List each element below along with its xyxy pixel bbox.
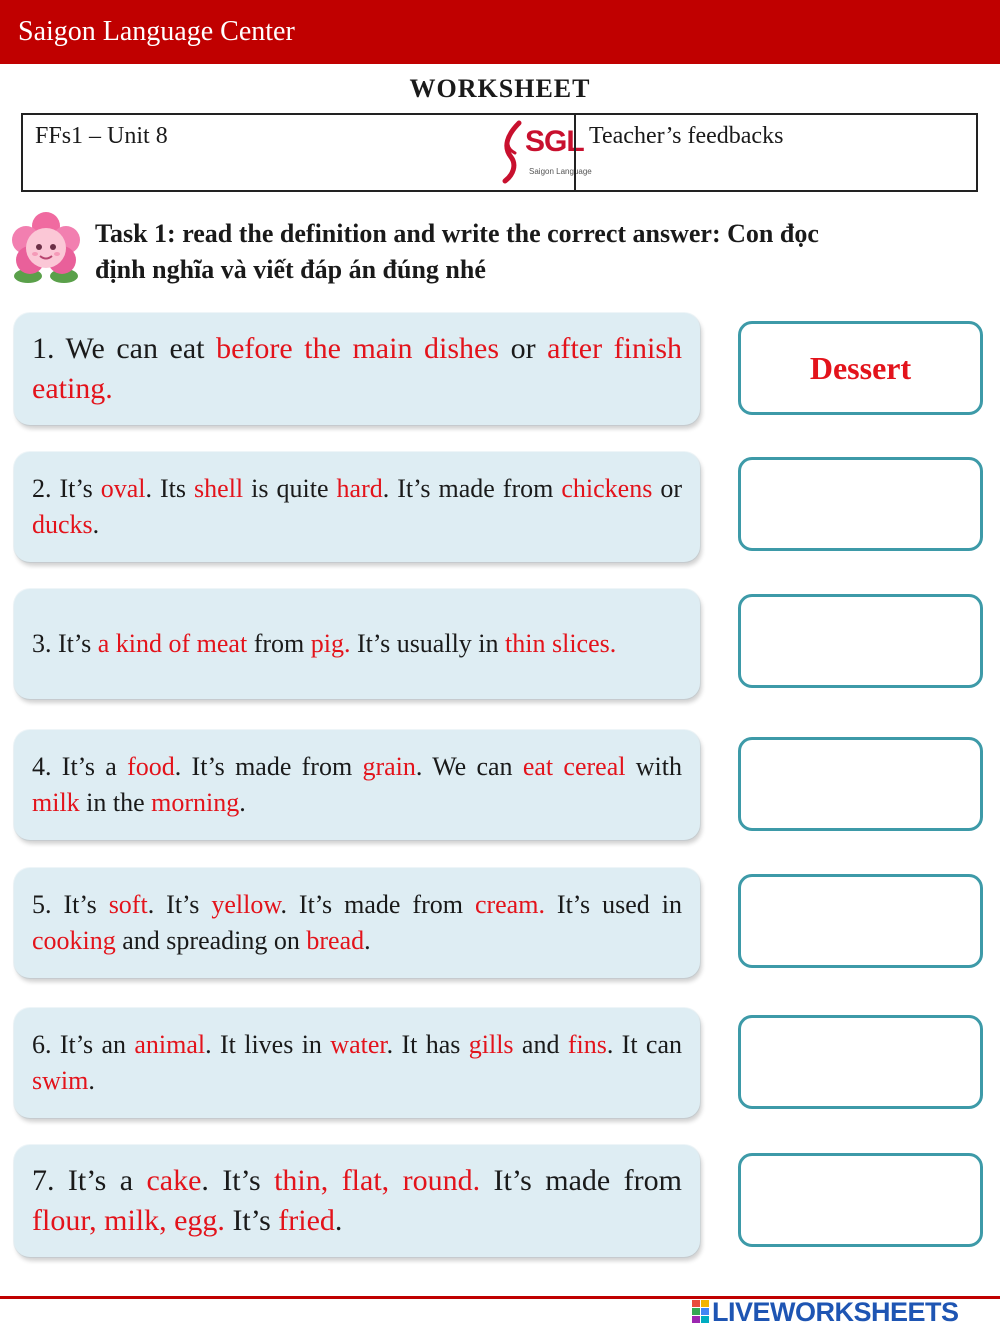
unit-label: FFs1 – Unit 8: [35, 123, 168, 149]
question-fragment: . It’s made from: [280, 890, 475, 919]
question-fragment: is quite: [243, 474, 337, 503]
table-divider: [574, 115, 576, 190]
keyword-highlight: food: [127, 752, 175, 781]
liveworksheets-logo-icon: [692, 1297, 959, 1327]
header-bar: [0, 0, 1000, 64]
question-fragment: It’s: [224, 1204, 279, 1237]
keyword-highlight: cooking: [32, 926, 116, 955]
keyword-highlight: thin, flat, round.: [274, 1164, 481, 1197]
task-instruction: [95, 216, 975, 288]
question-fragment: with: [625, 752, 682, 781]
keyword-highlight: before the main dishes: [216, 332, 500, 365]
question-fragment: from: [247, 629, 311, 658]
keyword-highlight: grain: [362, 752, 416, 781]
question-text: [32, 1161, 682, 1241]
info-table: [21, 113, 978, 192]
question-fragment: . It’s: [201, 1164, 275, 1197]
footer-brand: LIVEWORKSHEETS: [712, 1296, 959, 1327]
keyword-highlight: pig.: [310, 629, 351, 658]
keyword-highlight: bread: [306, 926, 365, 955]
question-text: [32, 329, 682, 409]
question-text: [32, 749, 682, 821]
question-fragment: . It’s made from: [174, 752, 363, 781]
question-text: [32, 1027, 682, 1099]
feedback-label: Teacher’s feedbacks: [589, 123, 784, 149]
question-text: [32, 471, 682, 543]
question-fragment: 7. It’s a: [32, 1164, 147, 1197]
answer-box[interactable]: [738, 457, 983, 551]
question-fragment: 1. We can eat: [32, 332, 217, 365]
question-fragment: .: [334, 1204, 343, 1237]
question-fragment: . It can: [606, 1030, 682, 1059]
keyword-highlight: water: [330, 1030, 387, 1059]
answer-box[interactable]: [738, 874, 983, 968]
brand-name: Saigon Language Center: [18, 16, 295, 47]
question-fragment: 6. It’s an: [32, 1030, 135, 1059]
question-fragment: .: [92, 510, 100, 539]
question-fragment: . It’s: [147, 890, 212, 919]
question-fragment: . It lives in: [205, 1030, 331, 1059]
keyword-highlight: chickens: [561, 474, 653, 503]
liveworksheets-mark-icon: [692, 1300, 710, 1324]
answer-box[interactable]: [738, 1153, 983, 1247]
logo-subtext: Saigon Language: [529, 167, 592, 176]
keyword-highlight: cream.: [474, 890, 545, 919]
keyword-highlight: animal: [134, 1030, 206, 1059]
question-fragment: It’s usually in: [350, 629, 506, 658]
question-card: [14, 589, 700, 699]
keyword-highlight: fins: [567, 1030, 607, 1059]
question-fragment: or: [499, 332, 548, 365]
question-card: [14, 730, 700, 840]
answer-box[interactable]: [738, 737, 983, 831]
answer-box[interactable]: [738, 1015, 983, 1109]
answer-box[interactable]: [738, 321, 983, 415]
question-fragment: and spreading on: [115, 926, 307, 955]
question-text: [32, 887, 682, 959]
question-fragment: .: [239, 788, 246, 817]
keyword-highlight: soft: [108, 890, 148, 919]
answer-text: Dessert: [809, 349, 912, 386]
keyword-highlight: after finish eating.: [32, 332, 682, 405]
question-fragment: .: [364, 926, 371, 955]
question-fragment: and: [513, 1030, 568, 1059]
question-card: [14, 452, 700, 562]
question-card: [14, 868, 700, 978]
keyword-highlight: swim: [32, 1066, 89, 1095]
question-fragment: 5. It’s: [32, 890, 109, 919]
question-fragment: It’s used in: [544, 890, 682, 919]
worksheet-title: WORKSHEET: [409, 74, 591, 103]
keyword-highlight: fried: [278, 1204, 335, 1237]
keyword-highlight: ducks: [32, 510, 93, 539]
question-card: [14, 1008, 700, 1118]
task-line-2: định nghĩa và viết đáp án đúng nhé: [95, 255, 486, 284]
question-card: [14, 313, 700, 425]
question-fragment: . We can: [415, 752, 523, 781]
keyword-highlight: thin slices.: [505, 629, 617, 658]
answer-box[interactable]: [738, 594, 983, 688]
keyword-highlight: gills: [468, 1030, 514, 1059]
question-card: [14, 1145, 700, 1257]
keyword-highlight: hard: [336, 474, 383, 503]
keyword-highlight: oval: [100, 474, 146, 503]
question-text: [32, 626, 682, 662]
question-fragment: . Its: [145, 474, 195, 503]
question-fragment: or: [652, 474, 682, 503]
question-fragment: 3. It’s: [32, 629, 98, 658]
question-fragment: .: [88, 1066, 95, 1095]
question-fragment: . It has: [386, 1030, 469, 1059]
keyword-highlight: eat cereal: [522, 752, 626, 781]
question-fragment: in the: [79, 788, 152, 817]
question-fragment: 4. It’s a: [32, 752, 128, 781]
keyword-highlight: morning: [151, 788, 240, 817]
task-line-1: Task 1: read the definition and write the correct answer: Con đọc: [95, 219, 819, 248]
keyword-highlight: yellow: [211, 890, 281, 919]
keyword-highlight: a kind of meat: [97, 629, 248, 658]
question-fragment: 2. It’s: [32, 474, 101, 503]
keyword-highlight: cake: [146, 1164, 202, 1197]
flower-mascot-icon: [8, 210, 84, 288]
logo-text: SGL: [525, 125, 584, 158]
keyword-highlight: milk: [32, 788, 80, 817]
sgl-logo-icon: [499, 117, 592, 187]
keyword-highlight: shell: [194, 474, 244, 503]
question-fragment: . It’s made from: [382, 474, 562, 503]
question-fragment: It’s made from: [480, 1164, 682, 1197]
keyword-highlight: flour, milk, egg.: [32, 1204, 225, 1237]
